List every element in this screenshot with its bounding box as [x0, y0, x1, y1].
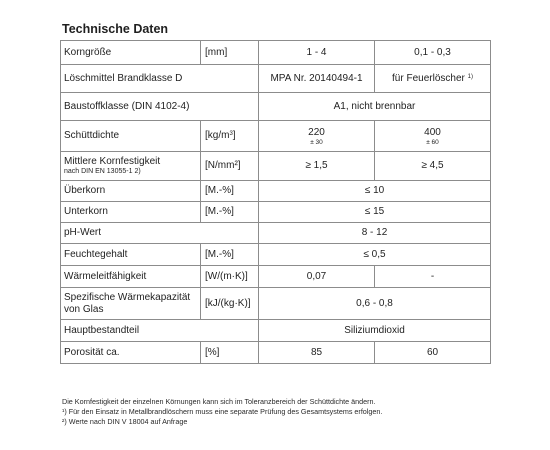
value-main: 400 [424, 126, 441, 138]
value-cell: 0,07 [259, 266, 375, 288]
footnote-marker: 1) [467, 73, 473, 80]
table-row [61, 202, 491, 223]
value-cell: - [375, 266, 491, 288]
row-label: Baustoffklasse (DIN 4102-4) [61, 93, 259, 121]
row-label: Hauptbestandteil [61, 320, 259, 342]
value-cell: 60 [375, 342, 491, 364]
row-label: Schüttdichte [61, 121, 201, 152]
row-label-line1: Spezifische Wärmekapazität [64, 291, 191, 303]
table-title: Technische Daten [62, 22, 169, 36]
unit-superscript: 3 [229, 131, 233, 137]
value-cell: ≤ 15 [259, 202, 491, 223]
table-row [61, 65, 491, 93]
table-row [61, 93, 491, 121]
table-row [61, 152, 491, 181]
row-unit: [kJ/(kg·K)] [201, 288, 259, 320]
row-unit: [M.-%] [201, 202, 259, 223]
footnote-general: Die Kornfestigkeit der einzelnen Körnungen kann sich im Toleranzbereich der Schüttdichte ändern. [62, 397, 376, 406]
technical-data-table [60, 40, 491, 364]
value-cell: ≥ 4,5 [375, 152, 491, 181]
value-cell: 8 - 12 [259, 223, 491, 244]
value-tolerance: ± 30 [310, 138, 323, 146]
footnotes [62, 397, 382, 427]
unit-base: [kg/m [205, 130, 230, 141]
row-label: Überkorn [61, 181, 201, 202]
row-label: Löschmittel Brandklasse D [61, 65, 259, 93]
row-label: Unterkorn [61, 202, 201, 223]
value-cell: ≤ 10 [259, 181, 491, 202]
table-row [61, 41, 491, 65]
row-unit: [mm] [201, 41, 259, 65]
table-row [61, 320, 491, 342]
value-cell: 0,1 - 0,3 [375, 41, 491, 65]
row-unit: [M.-%] [201, 181, 259, 202]
value-tolerance: ± 60 [426, 138, 439, 146]
value-cell: Siliziumdioxid [259, 320, 491, 342]
table-row [61, 121, 491, 152]
value-cell: 0,6 - 0,8 [259, 288, 491, 320]
row-unit [201, 121, 259, 152]
footnote-marker: 2) [134, 168, 141, 175]
table-row [61, 342, 491, 364]
value-text: für Feuerlöscher [392, 72, 465, 84]
row-unit: [W/(m·K)] [201, 266, 259, 288]
footnote-1: ¹) Für den Einsatz in Metallbrandlöschern muss eine separate Prüfung des Gesamtsystems erfolgen. [62, 407, 383, 416]
value-cell: MPA Nr. 20140494-1 [259, 65, 375, 93]
row-unit: [M.-%] [201, 244, 259, 266]
row-label: Feuchtegehalt [61, 244, 201, 266]
value-cell [259, 121, 375, 152]
value-cell: 1 - 4 [259, 41, 375, 65]
value-main: 220 [308, 126, 325, 138]
row-label-line2: von Glas [64, 303, 104, 315]
value-cell: ≥ 1,5 [259, 152, 375, 181]
value-cell [375, 65, 491, 93]
table-row [61, 288, 491, 320]
value-cell: ≤ 0,5 [259, 244, 491, 266]
row-unit: [%] [201, 342, 259, 364]
row-unit: [N/mm²] [201, 152, 259, 181]
table-row [61, 223, 491, 244]
table-row [61, 181, 491, 202]
value-cell: 85 [259, 342, 375, 364]
row-label: Wärmeleitfähigkeit [61, 266, 201, 288]
unit-end: ] [232, 130, 236, 141]
row-label-sub: nach DIN EN 13055-1 [64, 168, 133, 175]
row-label: Porosität ca. [61, 342, 201, 364]
footnote-2: ²) Werte nach DIN V 18004 auf Anfrage [62, 417, 188, 426]
row-label [61, 288, 201, 320]
row-label-main: Mittlere Kornfestigkeit [64, 156, 161, 167]
row-label [61, 152, 201, 181]
table-row [61, 244, 491, 266]
table-row [61, 266, 491, 288]
value-cell: A1, nicht brennbar [259, 93, 491, 121]
row-label: pH-Wert [61, 223, 259, 244]
value-cell [375, 121, 491, 152]
row-label: Korngröße [61, 41, 201, 65]
